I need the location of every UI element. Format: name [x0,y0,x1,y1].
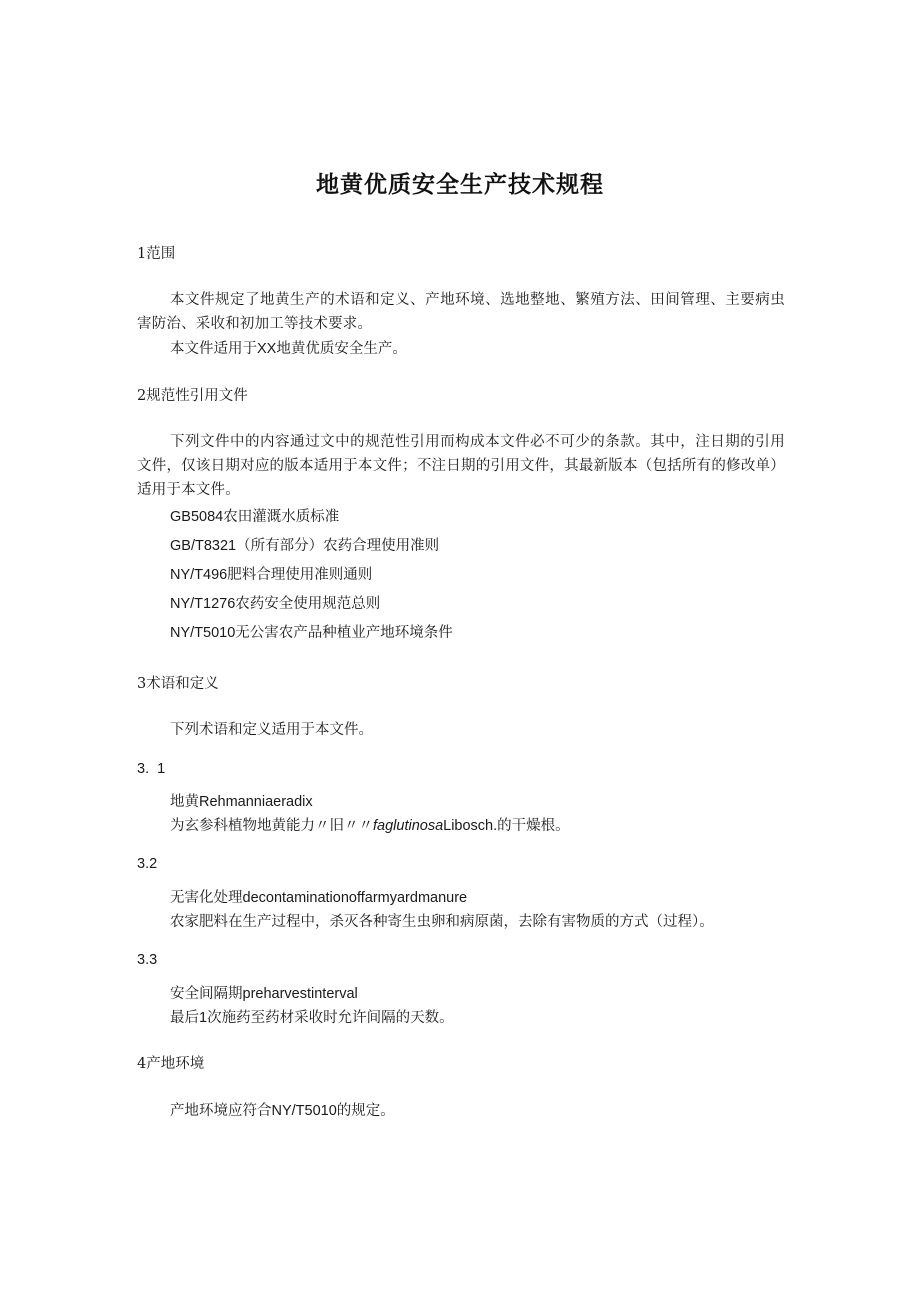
reference-item: NY/T5010无公害农产品种植业产地环境条件 [170,625,453,641]
document-title: 地黄优质安全生产技术规程 [316,172,604,198]
section-2-heading: 2规范性引用文件 [137,388,248,404]
term-definition: 最后1次施药至药材采收时允许间隔的天数。 [170,1010,454,1026]
term-name: 安全间隔期preharvestinterval [170,986,358,1002]
term-number: 3.2 [137,856,158,872]
section-4-heading: 4产地环境 [137,1056,205,1072]
section-1-paragraph-2: 本文件适用于XX地黄优质安全生产。 [170,341,407,357]
reference-item: NY/T1276农药安全使用规范总则 [170,596,381,612]
term-name: 地黄Rehmanniaeradix [170,794,313,810]
term-name: 无害化处理decontaminationoffarmyardmanure [170,890,468,906]
term-definition: 农家肥料在生产过程中，杀灭各种寄生虫卵和病原菌，去除有害物质的方式（过程）。 [170,914,714,930]
term-number: 3.3 [137,952,158,968]
term-definition: 为玄参科植物地黄能力〃旧〃〃faglutinosaLibosch.的干燥根。 [170,818,570,834]
reference-item: NY/T496肥料合理使用准则通则 [170,567,373,583]
section-4-paragraph: 产地环境应符合NY/T5010的规定。 [170,1103,395,1119]
section-1-paragraph-1: 本文件规定了地黄生产的术语和定义、产地环境、选地整地、繁殖方法、田间管理、主要病虫害防治、采收和初加工等技术要求。 [137,292,785,332]
reference-item: GB5084农田灌溉水质标准 [170,509,340,525]
section-2-paragraph: 下列文件中的内容通过文中的规范性引用而构成本文件必不可少的条款。其中，注日期的引用文件，仅该日期对应的版本适用于本文件；不注日期的引用文件，其最新版本（包括所有的修改单）适用于本文件。 [137,434,785,498]
reference-item: GB/T8321（所有部分）农药合理使用准则 [170,538,440,554]
section-3-heading: 3术语和定义 [137,676,219,692]
term-number: 3. 1 [137,761,166,777]
section-1-heading: 1范围 [137,246,176,262]
section-3-intro: 下列术语和定义适用于本文件。 [170,722,373,738]
